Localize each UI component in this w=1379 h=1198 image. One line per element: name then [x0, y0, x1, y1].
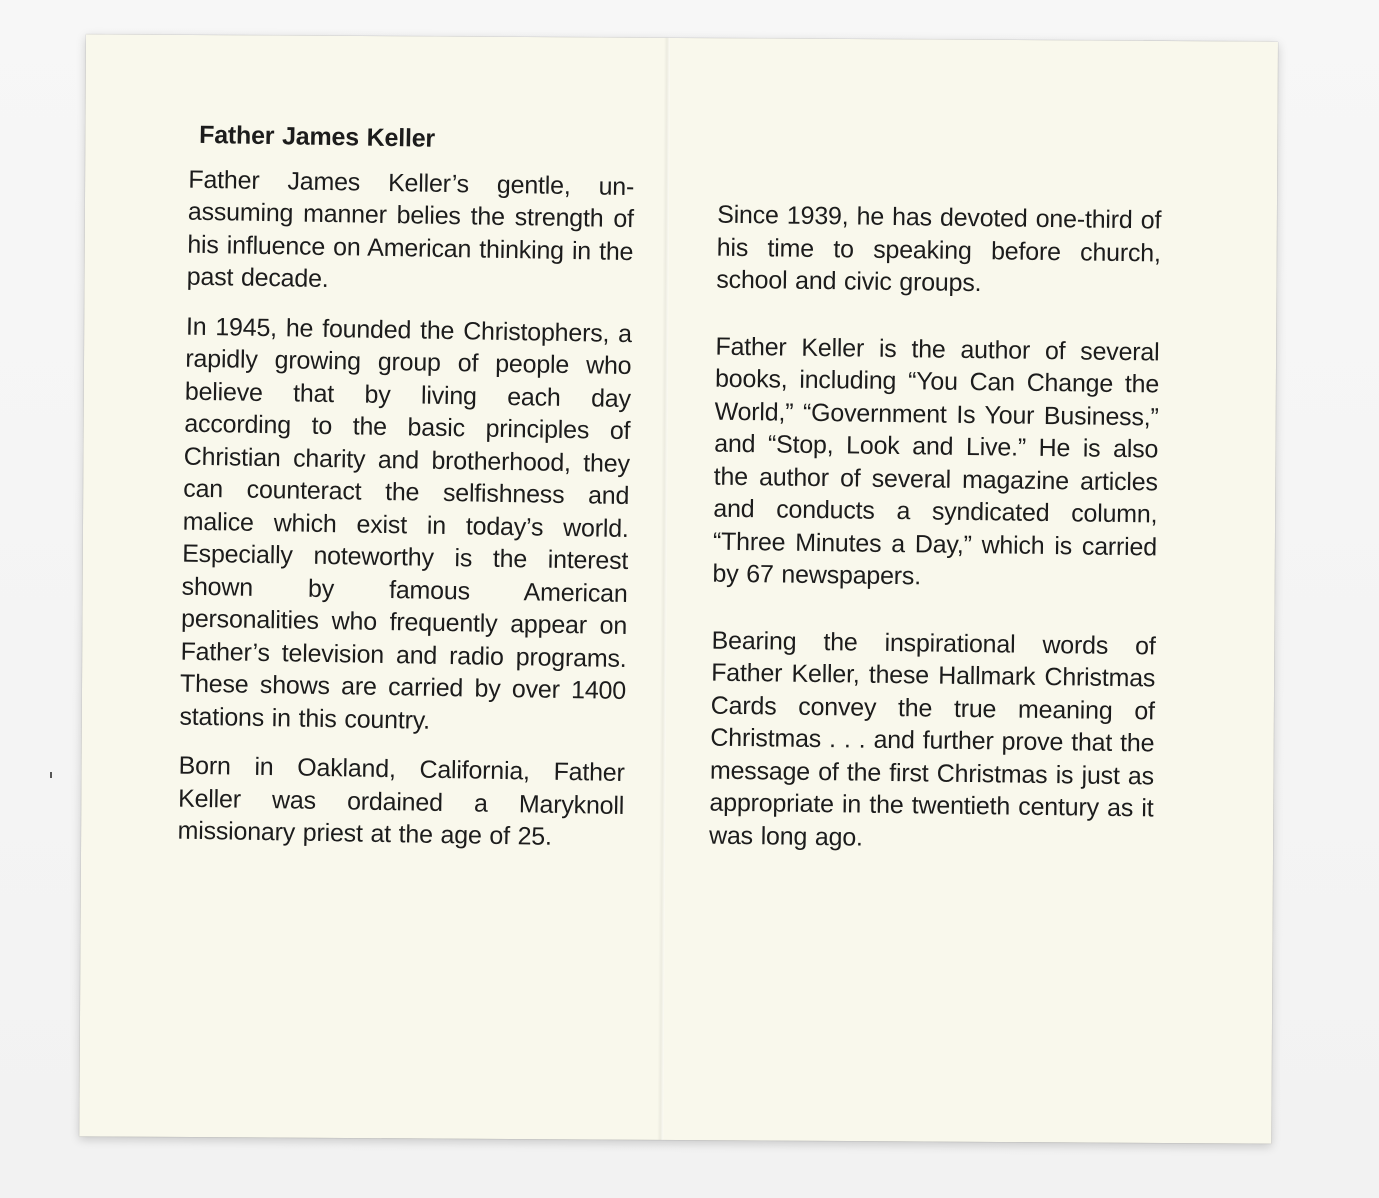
left-panel [177, 119, 635, 872]
right-paragraph-2: Father Keller is the author of several books, including “You Can Change the World,” “Government Is Your Business,” and “Stop, Look and Live.” He is also the author of several magazine articles and conducts a syndicated column, “Three Minutes a Day,” which is carried by 67 newspapers. [712, 332, 1160, 591]
left-paragraph-1: Father James Keller’s gentle, unassuming manner belies the strength of his influence on American thinking in the past decade. [186, 165, 635, 294]
right-paragraph-3: Bearing the inspirational words of Father Keller, these Hallmark Christmas Cards convey the true meaning of Christmas . . . and further prove that the message of the first Christmas is just as appropriate in the twentieth century as it was long ago. [708, 626, 1156, 852]
left-paragraph-2: In 1945, he founded the Christophers, a rapidly growing group of people who believe that by living each day according to the basic principles of Christian charity and brotherhood, they can counteract the selfishness and malice which exist in today’s world. Especially noteworthy is the interest shown by famous American personalities who frequently appear on Father’s television and radio programs. These shows are carried by over 1400 stations in this country. [179, 312, 633, 735]
right-panel [708, 199, 1161, 892]
folded-card [79, 34, 1278, 1143]
right-paragraph-1: Since 1939, he has devoted one-third of his time to speaking before church, school and civic groups. [716, 200, 1162, 298]
left-paragraph-3: Born in Oakland, California, Father Keller was ordained a Maryknoll missionary priest at the age of 25. [177, 751, 625, 851]
card-heading: Father James Keller [198, 120, 436, 153]
center-fold [657, 38, 670, 1140]
stray-mark [50, 772, 52, 778]
